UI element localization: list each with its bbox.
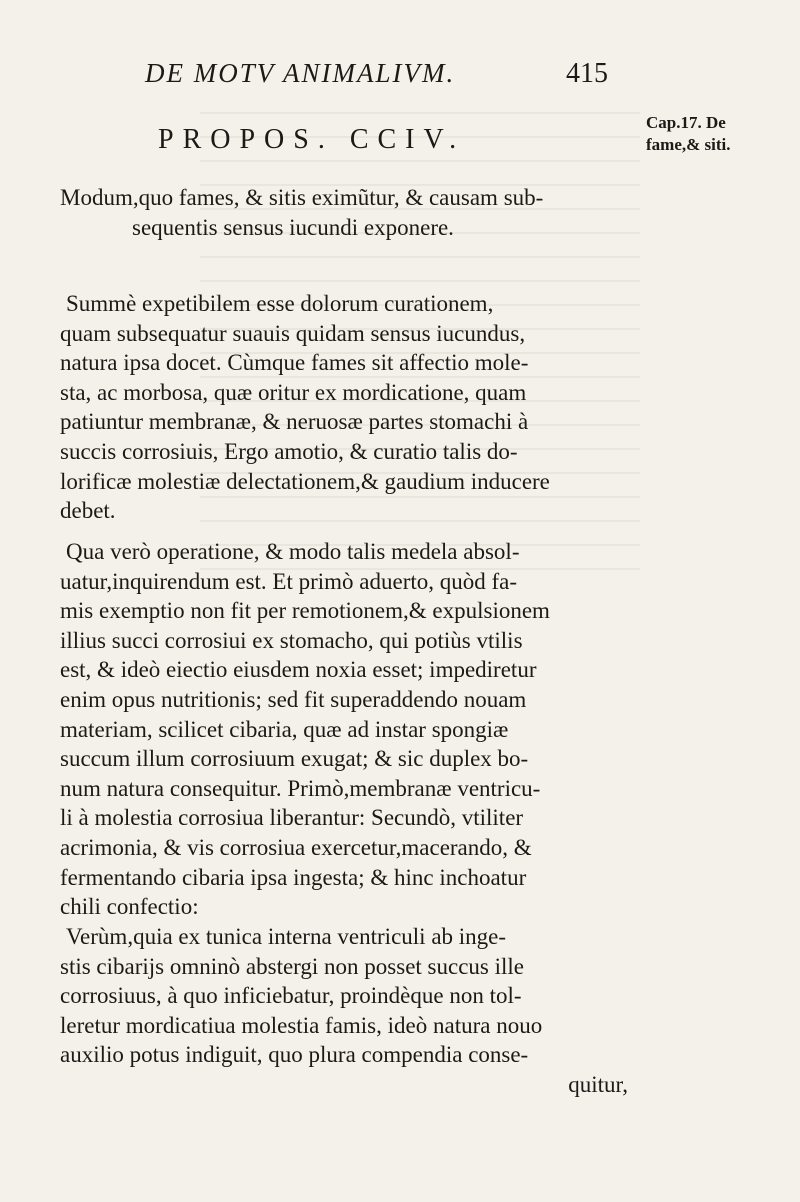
summary-line: sequentis sensus iucundi exponere. [132,214,454,240]
text-line: auxilio potus indiguit, quo plura compendia conse- [60,1042,529,1068]
text-line: Qua verò operatione, & modo talis medela absol- [66,539,520,564]
running-head: DE MOTV ANIMALIVM. [145,58,456,88]
text-line: fermentando cibaria ipsa ingesta; & hinc inchoatur [60,864,527,890]
text-line: succis corrosiuis, Ergo amotio, & curatio talis do- [60,438,518,464]
text-line: num natura consequitur. Primò,membranæ ventricu- [60,775,541,801]
text-line: sta, ac morbosa, quæ oritur ex mordicatione, quam [60,379,527,405]
text-line: leretur mordicatiua molestia famis, ideò natura nouo [60,1012,543,1038]
proposition-title: PROPOS. CCIV. [158,124,466,155]
paragraph-1 [60,289,640,526]
text-line: est, & ideò eiectio eiusdem noxia esset; impediretur [60,657,537,683]
text-line: debet. [60,498,116,524]
summary-line: Modum,quo fames, & sitis eximũtur, & causam sub- [60,185,544,210]
text-line: stis cibarijs omninò abstergi non posset succus ille [60,953,524,979]
text-line: illius succi corrosiui ex stomacho, qui potiùs vtilis [60,627,523,653]
text-line: enim opus nutritionis; sed fit superaddendo nouam [60,686,527,712]
paragraph-2 [60,537,640,922]
margin-note-line: Cap.17. De [646,113,726,132]
text-line: materiam, scilicet cibaria, quæ ad instar spongiæ [60,716,509,742]
text-line: Summè expetibilem esse dolorum curationem, [66,291,494,316]
text-line: succum illum corrosiuum exugat; & sic duplex bo- [60,746,529,772]
text-line: li à molestia corrosiua liberantur: Secundò, vtiliter [60,805,524,831]
text-line: uatur,inquirendum est. Et primò aduerto, quòd fa- [60,568,518,594]
page-number: 415 [566,58,608,89]
proposition-summary [60,183,640,242]
paragraph-3 [60,922,640,1100]
text-line: quitur, [568,1071,628,1097]
margin-note-line: fame,& siti. [646,135,731,154]
text-line: corrosiuus, à quo inficiebatur, proindèque non tol- [60,983,522,1009]
text-line: mis exemptio non fit per remotionem,& expulsionem [60,598,550,624]
text-line: natura ipsa docet. Cùmque fames sit affectio mole- [60,350,529,376]
text-line: chili confectio: [60,894,199,920]
text-line: quam subsequatur suauis quidam sensus iucundus, [60,320,526,346]
margin-note [646,112,796,156]
text-line: patiuntur membranæ, & neruosæ partes stomachi à [60,409,529,435]
text-line: Verùm,quia ex tunica interna ventriculi ab inge- [66,924,507,949]
text-line: lorificæ molestiæ delectationem,& gaudium inducere [60,468,550,494]
text-line: acrimonia, & vis corrosiua exercetur,macerando, & [60,834,532,860]
